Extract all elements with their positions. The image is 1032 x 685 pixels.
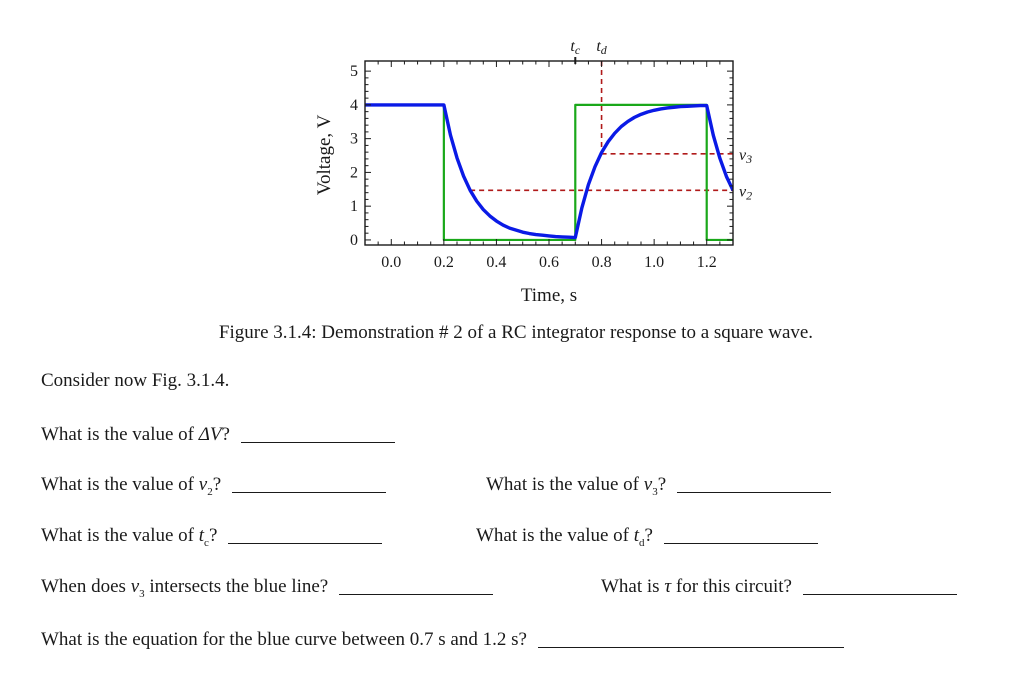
question-text: for this circuit? bbox=[671, 576, 792, 597]
x-tick-label: 0.8 bbox=[591, 254, 612, 271]
y-tick-label: 3 bbox=[350, 130, 358, 148]
x-tick-label: 1.0 bbox=[644, 254, 665, 271]
x-tick-label: 1.2 bbox=[696, 254, 717, 271]
figure-caption: Figure 3.1.4: Demonstration # 2 of a RC integrator response to a square wave. bbox=[218, 322, 814, 343]
answer-blank-delta-v[interactable] bbox=[241, 424, 395, 443]
answer-blank-equation[interactable] bbox=[538, 629, 844, 648]
annotation-label-td bbox=[596, 38, 607, 57]
symbol: v bbox=[198, 474, 208, 495]
annotation-subscript: d bbox=[600, 43, 607, 57]
question-text: What is the value of bbox=[41, 525, 199, 546]
question-text: What is the equation for the blue curve between 0.7 s and 1.2 s? bbox=[41, 629, 527, 650]
question-mark: ? bbox=[212, 474, 222, 495]
subscript: 2 bbox=[207, 485, 213, 498]
answer-blank-td[interactable] bbox=[664, 525, 818, 544]
question-td bbox=[476, 525, 818, 549]
question-mark: ? bbox=[221, 424, 230, 445]
rc-response-chart bbox=[300, 30, 760, 310]
subscript: 3 bbox=[139, 587, 145, 600]
square-wave-line bbox=[365, 105, 733, 240]
subscript: 3 bbox=[652, 485, 658, 498]
question-text: What is the value of bbox=[41, 424, 199, 445]
x-tick-label: 0.2 bbox=[433, 254, 454, 271]
y-tick-label: 0 bbox=[350, 231, 358, 249]
question-mark: ? bbox=[208, 525, 218, 546]
subscript: c bbox=[204, 536, 209, 549]
plot-area bbox=[350, 38, 752, 271]
answer-blank-intersect[interactable] bbox=[339, 576, 493, 595]
question-tau bbox=[601, 576, 957, 598]
y-tick-label: 2 bbox=[350, 164, 358, 182]
y-tick-label: 1 bbox=[350, 198, 358, 216]
question-mark: ? bbox=[644, 525, 653, 546]
question-tc bbox=[41, 525, 382, 549]
annotation-symbol: v bbox=[739, 146, 747, 164]
annotation-subscript: 3 bbox=[746, 151, 753, 166]
symbol: ΔV bbox=[198, 424, 222, 445]
question-equation bbox=[41, 629, 844, 651]
question-text: What is the value of bbox=[486, 474, 644, 495]
symbol: v bbox=[643, 474, 653, 495]
annotation-symbol: t bbox=[596, 38, 601, 55]
question-v2 bbox=[41, 474, 386, 498]
y-tick-label: 5 bbox=[350, 63, 358, 81]
annotation-subscript: 2 bbox=[746, 188, 753, 203]
question-mark: ? bbox=[657, 474, 667, 495]
x-tick-label: 0.4 bbox=[486, 254, 507, 271]
annotation-symbol: v bbox=[739, 183, 747, 201]
symbol: v bbox=[130, 576, 140, 597]
answer-blank-tc[interactable] bbox=[228, 525, 382, 544]
answer-blank-v3[interactable] bbox=[677, 474, 831, 493]
annotation-label-v3 bbox=[739, 147, 752, 166]
annotation-subscript: c bbox=[574, 43, 581, 57]
x-axis-label: Time, s bbox=[520, 285, 578, 306]
subscript: d bbox=[639, 536, 645, 549]
answer-blank-v2[interactable] bbox=[232, 474, 386, 493]
plot-frame bbox=[365, 61, 733, 245]
symbol: t bbox=[198, 525, 205, 546]
question-v3 bbox=[486, 474, 831, 498]
rc-response-curve bbox=[365, 105, 733, 238]
question-text: When does bbox=[41, 576, 131, 597]
answer-blank-tau[interactable] bbox=[803, 576, 957, 595]
y-axis-label: Voltage, V bbox=[314, 114, 335, 196]
question-text: What is bbox=[601, 576, 665, 597]
symbol: τ bbox=[664, 576, 672, 597]
x-tick-label: 0.0 bbox=[381, 254, 402, 271]
question-text: What is the value of bbox=[476, 525, 634, 546]
symbol: t bbox=[633, 525, 640, 546]
question-text: intersects the blue line? bbox=[144, 576, 329, 597]
annotation-symbol: t bbox=[570, 38, 575, 55]
intro-text: Consider now Fig. 3.1.4. bbox=[41, 370, 230, 391]
annotation-label-v2 bbox=[739, 183, 752, 202]
question-delta-v bbox=[41, 424, 395, 446]
question-text: What is the value of bbox=[41, 474, 199, 495]
question-intersect bbox=[41, 576, 493, 600]
y-tick-label: 4 bbox=[350, 96, 358, 114]
annotation-label-tc bbox=[570, 38, 580, 57]
x-tick-label: 0.6 bbox=[539, 254, 559, 271]
